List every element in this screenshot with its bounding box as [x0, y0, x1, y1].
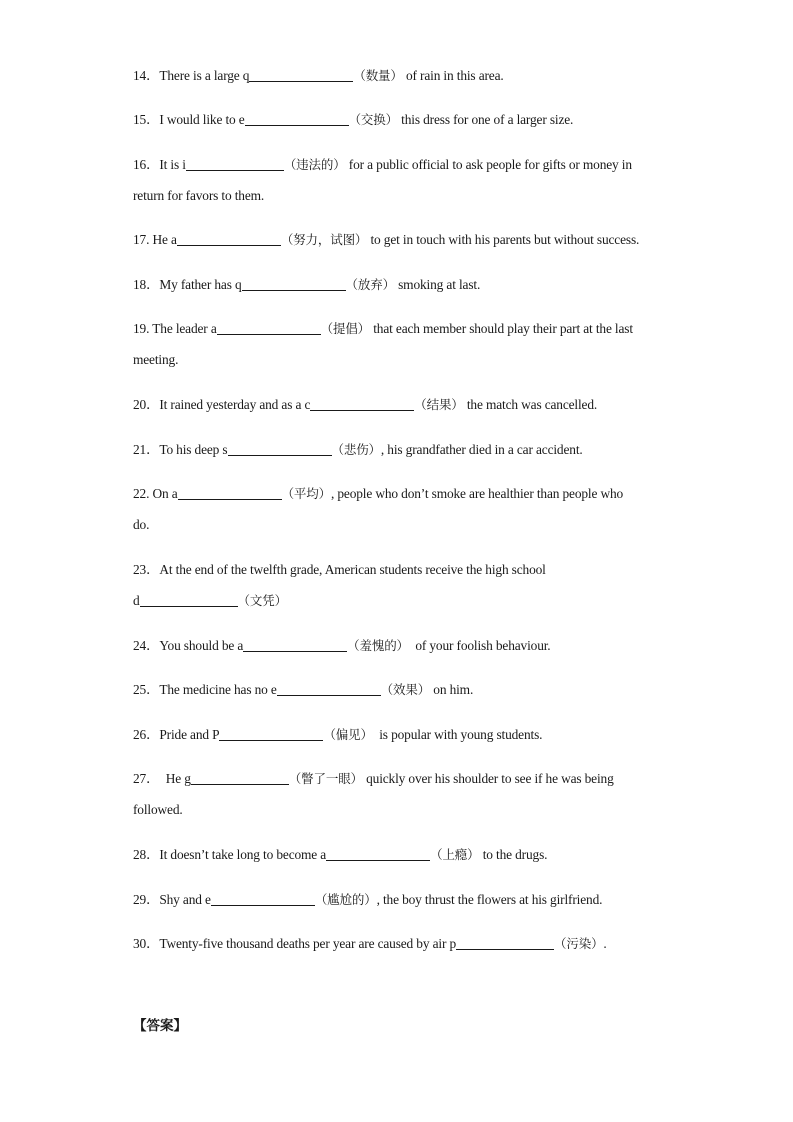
chinese-hint: （违法的） — [283, 157, 346, 172]
answer-blank[interactable] — [310, 396, 414, 411]
question-text: of your foolish behaviour. — [408, 638, 551, 653]
question-26 — [133, 719, 668, 750]
chinese-hint: （羞愧的） — [347, 638, 409, 653]
question-18 — [133, 269, 668, 300]
question-28 — [133, 839, 668, 870]
question-text: , the boy thrust the flowers at his girlfriend. — [376, 892, 603, 907]
question-number: 19. — [133, 321, 153, 336]
question-text: is popular with young students. — [372, 727, 543, 742]
question-text: There is a large q — [159, 68, 250, 83]
question-text: You should be a — [159, 638, 244, 653]
question-number: 14． — [133, 68, 160, 83]
answer-blank[interactable] — [326, 846, 430, 861]
answer-blank[interactable] — [140, 592, 238, 607]
question-14 — [133, 60, 668, 91]
question-text: smoking at last. — [394, 277, 481, 292]
chinese-hint: （交换） — [348, 112, 398, 127]
question-24 — [133, 630, 668, 661]
question-text: on him. — [430, 682, 474, 697]
question-text: It doesn’t take long to become a — [159, 847, 327, 862]
chinese-hint: （数量） — [353, 68, 403, 83]
chinese-hint: （文凭） — [237, 593, 287, 608]
question-text: for a public official to ask people for gifts or money in — [345, 157, 632, 172]
question-number: 28． — [133, 847, 160, 862]
question-text: He a — [152, 232, 177, 247]
question-17 — [133, 224, 668, 255]
chinese-hint: （污染） — [554, 936, 604, 951]
question-text-continued: d — [133, 593, 140, 608]
question-number: 25． — [133, 682, 160, 697]
chinese-hint: （瞥了一眼） — [288, 771, 363, 786]
question-text: Shy and e — [159, 892, 211, 907]
question-19 — [133, 313, 668, 375]
chinese-hint: （偏见） — [323, 727, 373, 742]
question-21 — [133, 434, 668, 465]
answer-blank[interactable] — [211, 891, 315, 906]
question-text: of rain in this area. — [402, 68, 504, 83]
answer-blank[interactable] — [177, 231, 281, 246]
question-16 — [133, 149, 668, 211]
question-text: Twenty-five thousand deaths per year are caused by air p — [159, 936, 457, 951]
question-text-continued: do. — [133, 517, 150, 532]
question-text: , people who don’t smoke are healthier than people who — [330, 486, 624, 501]
question-text-continued: return for favors to them. — [133, 188, 265, 203]
answer-blank[interactable] — [242, 276, 346, 291]
question-text: The leader a — [152, 321, 217, 336]
question-text: At the end of the twelfth grade, American students receive the high school — [159, 562, 546, 577]
answer-blank[interactable] — [228, 441, 332, 456]
question-text: Pride and P — [159, 727, 220, 742]
question-text: It is i — [159, 157, 186, 172]
question-text: It rained yesterday and as a c — [159, 397, 311, 412]
question-15 — [133, 104, 668, 135]
question-27 — [133, 763, 668, 825]
question-text: , his grandfather died in a car accident. — [380, 442, 583, 457]
question-text: to get in touch with his parents but without success. — [367, 232, 640, 247]
chinese-hint: （效果） — [380, 682, 431, 697]
question-text: . — [603, 936, 607, 951]
chinese-hint: （上瘾） — [430, 847, 480, 862]
question-text: the match was cancelled. — [463, 397, 598, 412]
chinese-hint: （平均） — [281, 486, 331, 501]
question-number: 23． — [133, 562, 160, 577]
answer-blank[interactable] — [277, 681, 381, 696]
question-number: 22. — [133, 486, 153, 501]
question-number: 15． — [133, 112, 160, 127]
question-text-continued: meeting. — [133, 352, 179, 367]
answer-blank[interactable] — [243, 637, 347, 652]
question-22 — [133, 478, 668, 540]
question-20 — [133, 389, 668, 420]
question-text-continued: followed. — [133, 802, 183, 817]
answer-blank[interactable] — [178, 485, 282, 500]
answer-blank[interactable] — [191, 770, 289, 785]
question-number: 17. — [133, 232, 153, 247]
chinese-hint: （悲伤） — [331, 442, 381, 457]
answer-blank[interactable] — [186, 156, 284, 171]
question-25 — [133, 674, 668, 705]
question-number: 24． — [133, 638, 160, 653]
question-text: He g — [159, 771, 191, 786]
chinese-hint: （尴尬的） — [314, 892, 377, 907]
answer-blank[interactable] — [245, 111, 349, 126]
chinese-hint: （结果） — [414, 397, 464, 412]
question-text: quickly over his shoulder to see if he was being — [362, 771, 614, 786]
question-text: that each member should play their part at the last — [370, 321, 633, 336]
question-number: 30． — [133, 936, 160, 951]
question-text: To his deep s — [159, 442, 228, 457]
chinese-hint: （提倡） — [320, 321, 371, 336]
answer-blank[interactable] — [219, 726, 323, 741]
question-number: 27． — [133, 771, 160, 786]
answer-heading: 【答案】 — [133, 1018, 187, 1034]
answer-blank[interactable] — [456, 935, 554, 950]
question-29 — [133, 884, 668, 915]
question-number: 18． — [133, 277, 160, 292]
answer-blank[interactable] — [249, 67, 353, 82]
chinese-hint: （努力，试图） — [280, 232, 368, 247]
chinese-hint: （放弃） — [345, 277, 395, 292]
question-text: to the drugs. — [479, 847, 548, 862]
question-text: On a — [152, 486, 178, 501]
question-number: 26． — [133, 727, 160, 742]
question-text: My father has q — [159, 277, 242, 292]
question-number: 16． — [133, 157, 160, 172]
question-number: 29． — [133, 892, 160, 907]
question-number: 20． — [133, 397, 160, 412]
question-number: 21． — [133, 442, 160, 457]
question-23 — [133, 554, 668, 616]
question-30 — [133, 928, 668, 959]
answer-blank[interactable] — [217, 320, 321, 335]
question-text: I would like to e — [159, 112, 245, 127]
question-text: this dress for one of a larger size. — [397, 112, 574, 127]
question-text: The medicine has no e — [159, 682, 277, 697]
